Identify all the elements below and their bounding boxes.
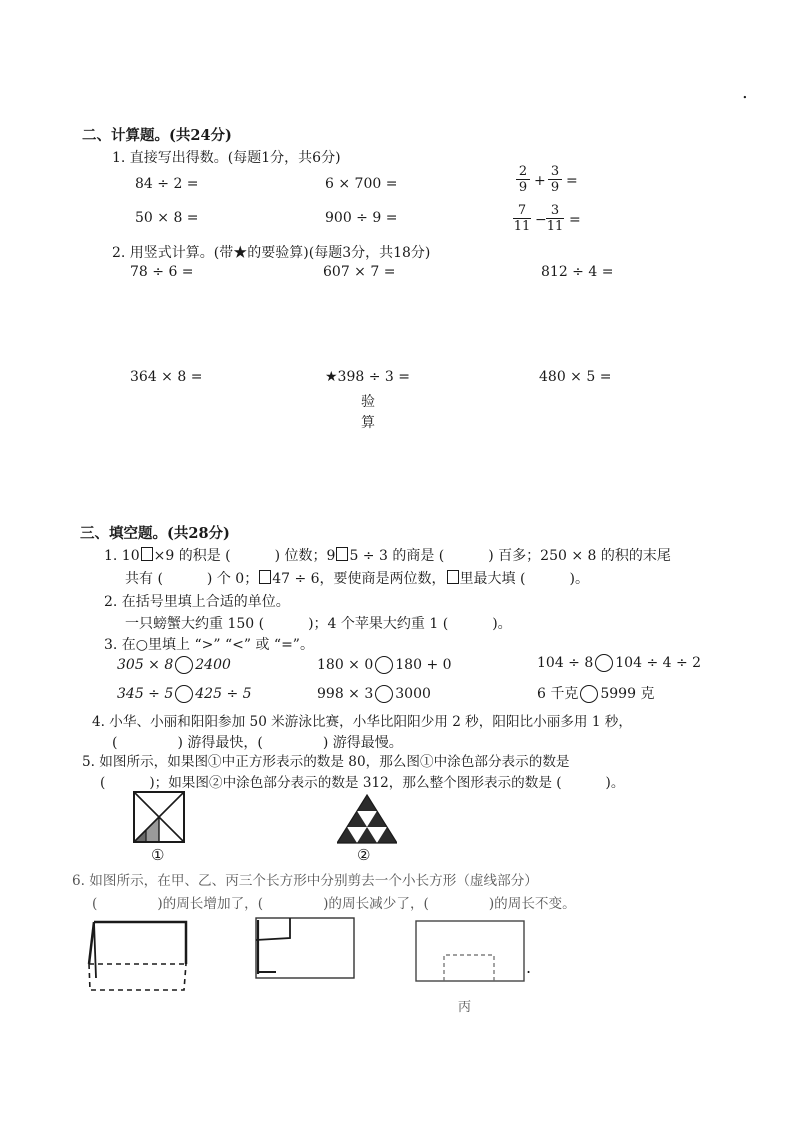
fill-q2-line: 一只螃蟹大约重 150 ( )；4 个苹果大约重 1 ( )。 <box>125 616 512 632</box>
compare-item-2: 180 × 0 180 + 0 <box>317 657 452 673</box>
fill-q2-title: 2. 在括号里填上合适的单位。 <box>104 594 290 610</box>
figure-1-label: ① <box>151 846 165 864</box>
fraction-eq-1: = <box>566 173 578 189</box>
fraction-3-11: 3 11 <box>546 203 564 234</box>
compare-item-6: 6 千克 5999 克 <box>537 686 655 702</box>
fill-q1-line1: 1. 10 ×9 的积是 ( ) 位数；9 5 ÷ 3 的商是 ( ) 百多；250 × 8 的积的末尾 <box>104 548 671 564</box>
calc-q1-item-1: 84 ÷ 2 = <box>135 176 199 192</box>
compare-circle <box>580 685 598 703</box>
fraction-eq-2: = <box>569 212 581 228</box>
blank-box <box>141 547 153 561</box>
fraction-2-9: 2 9 <box>516 164 530 195</box>
fraction-7-11: 7 11 <box>513 203 531 234</box>
check-label-1: 验 <box>361 394 375 410</box>
compare-circle <box>175 656 193 674</box>
compare-item-4: 345 ÷ 5 425 ÷ 5 <box>117 686 252 702</box>
fill-q6-line1: 6. 如图所示，在甲、乙、丙三个长方形中分别剪去一个小长方形（虚线部分） <box>72 873 538 889</box>
figure-1-square <box>132 790 186 844</box>
calc-q2-item-5: ★398 ÷ 3 = <box>325 369 410 385</box>
compare-item-1: 305 × 8 2400 <box>117 657 231 673</box>
calc-q2-item-1: 78 ÷ 6 = <box>130 264 194 280</box>
fill-q4-line1: 4. 小华、小丽和阳阳参加 50 米游泳比赛，小华比阳阳少用 2 秒，阳阳比小丽多用 1 秒， <box>92 714 632 730</box>
fill-q5-line1: 5. 如图所示，如果图①中正方形表示的数是 80，那么图①中涂色部分表示的数是 <box>82 754 570 770</box>
calc-q1-item-3: 50 × 8 = <box>135 210 199 226</box>
stray-dot: . <box>742 82 748 103</box>
section-calc-heading: 二、计算题。(共24分) <box>82 127 232 144</box>
fill-q4-line2: ( ) 游得最快，( ) 游得最慢。 <box>112 735 403 751</box>
rect-dot: . <box>526 958 532 977</box>
compare-item-3: 104 ÷ 8 104 ÷ 4 ÷ 2 <box>537 655 702 671</box>
rectangle-bing-label: 丙 <box>458 1000 472 1015</box>
fraction-op-plus: + <box>534 173 546 189</box>
check-label-2: 算 <box>361 415 375 431</box>
calc-q2-title: 2. 用竖式计算。(带★的要验算)(每题3分，共18分) <box>112 245 431 261</box>
calc-q2-item-3: 812 ÷ 4 = <box>541 264 614 280</box>
rectangle-jia <box>84 918 196 998</box>
rectangle-bing <box>412 917 528 985</box>
calc-q1-title: 1. 直接写出得数。(每题1分，共6分) <box>112 150 341 166</box>
fraction-3-9: 3 9 <box>548 164 562 195</box>
compare-circle <box>175 685 193 703</box>
compare-circle <box>595 654 613 672</box>
compare-circle <box>375 656 393 674</box>
section-fill-heading: 三、填空题。(共28分) <box>80 525 230 542</box>
calc-q2-item-6: 480 × 5 = <box>539 369 612 385</box>
figure-2-label: ② <box>357 846 371 864</box>
calc-q1-item-2: 6 × 700 = <box>325 176 398 192</box>
blank-box <box>447 570 459 584</box>
calc-q2-item-2: 607 × 7 = <box>323 264 396 280</box>
compare-circle <box>375 685 393 703</box>
compare-item-5: 998 × 3 3000 <box>317 686 431 702</box>
fill-q3-title: 3. 在○里填上 “>” “<” 或 “=”。 <box>104 637 314 653</box>
calc-q1-item-4: 900 ÷ 9 = <box>325 210 398 226</box>
fill-q6-line2: ( )的周长增加了，( )的周长减少了，( )的周长不变。 <box>92 896 576 912</box>
fill-q5-line2: ( )；如果图②中涂色部分表示的数是 312，那么整个图形表示的数是 ( )。 <box>100 775 625 791</box>
fraction-op-minus: − <box>535 212 547 228</box>
fill-q1-line2: 共有 ( ) 个 0； 47 ÷ 6，要使商是两位数， 里最大填 ( )。 <box>125 571 589 587</box>
blank-box <box>259 570 271 584</box>
blank-box <box>336 547 348 561</box>
figure-2-triangle <box>337 793 397 845</box>
calc-q2-item-4: 364 × 8 = <box>130 369 203 385</box>
rectangle-yi <box>250 914 360 984</box>
